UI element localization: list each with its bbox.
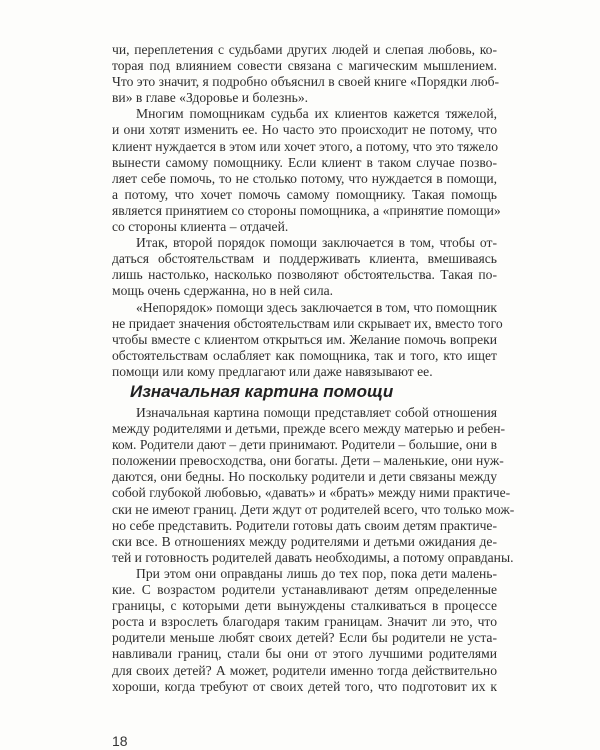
text-line: мощь очень сдержанна, но в ней сила. — [112, 283, 334, 299]
text-line: ски не имеют границ. Дети ждут от родителей всего, что только мож- — [112, 501, 515, 517]
text-line: чтобы вместе с клиентом открыться им. Желание помочь вопреки — [112, 331, 497, 347]
text-line: роста и взрослеть благодаря таким границам. Значит ли это, что — [112, 614, 497, 630]
body-text-after-heading — [112, 405, 515, 695]
text-line: родители меньше любят своих детей? Если бы родители не уста- — [112, 630, 497, 646]
text-line: Изначальная картина помощи представляет собой отношения — [136, 405, 497, 420]
text-line: ски все. В отношениях между родителями и детьми ожидания де- — [112, 533, 497, 549]
text-line: Итак, второй порядок помощи заключается в том, чтобы от- — [136, 235, 497, 251]
text-line: между родителями и детьми, прежде всего между матерью и ребен- — [112, 421, 506, 437]
text-line: а потому, что хочет помочь самому помощнику. Такая помощь — [112, 186, 497, 202]
text-line: вынести самому помощнику. Если клиент в таком случае позво- — [112, 154, 497, 170]
text-line: обстоятельствам ослабляет как помощника, так и того, кто ищет — [112, 347, 497, 363]
text-line: границы, с которыми дети вынуждены сталкиваться в процессе — [112, 598, 497, 614]
page-number: 18 — [112, 733, 128, 749]
text-line: даются, они бедны. Но поскольку родители и дети связаны между — [112, 469, 497, 485]
text-line: чи, переплетения с судьбами других людей и слепая любовь, ко- — [112, 42, 497, 57]
text-line: клиент нуждается в этом или хочет этого, а потому, что это тяжело — [112, 138, 499, 154]
text-line: При этом они оправданы лишь до тех пор, пока дети малень- — [136, 565, 497, 581]
text-line: кие. С возрастом родители устанавливают детям определенные — [112, 582, 497, 598]
text-line: помощи или кому предлагают или даже навязывают ее. — [112, 363, 433, 379]
text-line: для своих детей? А может, родители именно тогда действительно — [112, 662, 497, 678]
body-text-before-heading — [112, 42, 503, 380]
text-line: навливали границ, стали бы они от этого лучшими родителями — [112, 646, 497, 662]
text-line: положении превосходства, они богаты. Дети – маленькие, они нуж- — [112, 453, 504, 469]
text-line: «Непорядок» помощи здесь заключается в том, что помощник — [136, 299, 497, 315]
text-line: торая под влиянием совести связана с магическим мышлением. — [112, 58, 497, 74]
text-line: даться обстоятельствам и поддерживать клиента, вмешиваясь — [112, 251, 497, 267]
text-line: ком. Родители дают – дети принимают. Родители – большие, они в — [112, 437, 497, 453]
text-line: ви» в главе «Здоровье и болезнь». — [112, 90, 309, 106]
text-line: тей и готовность родителей давать необходимы, а потому оправданы. — [112, 549, 514, 565]
text-line: Что это значит, я подробно объяснил в своей книге «Порядки люб- — [112, 74, 500, 90]
text-line: ляет себе помочь, то не столько потому, что нуждается в помощи, — [112, 170, 497, 186]
text-line: лишь настолько, насколько позволяют обстоятельства. Такая по- — [112, 267, 497, 283]
text-line: но себе представить. Родители готовы дать своим детям практиче- — [112, 517, 497, 533]
text-line: хороши, когда требуют от своих детей того, что подготовит их к — [112, 678, 497, 694]
text-line: является принятием со стороны помощника, а «принятие помощи» — [112, 202, 501, 218]
text-line: Многим помощникам судьба их клиентов кажется тяжелой, — [136, 106, 497, 122]
text-line: собой глубокой любовью, «давать» и «брать» между ними практиче- — [112, 485, 511, 501]
section-heading: Изначальная картина помощи — [130, 382, 394, 401]
text-line: не придает значения обстоятельствам или скрывает их, вместо того — [112, 315, 503, 331]
text-line: со стороны клиента – отдачей. — [112, 219, 289, 235]
text-line: и они хотят изменить ее. Но часто это происходит не потому, что — [112, 122, 497, 138]
